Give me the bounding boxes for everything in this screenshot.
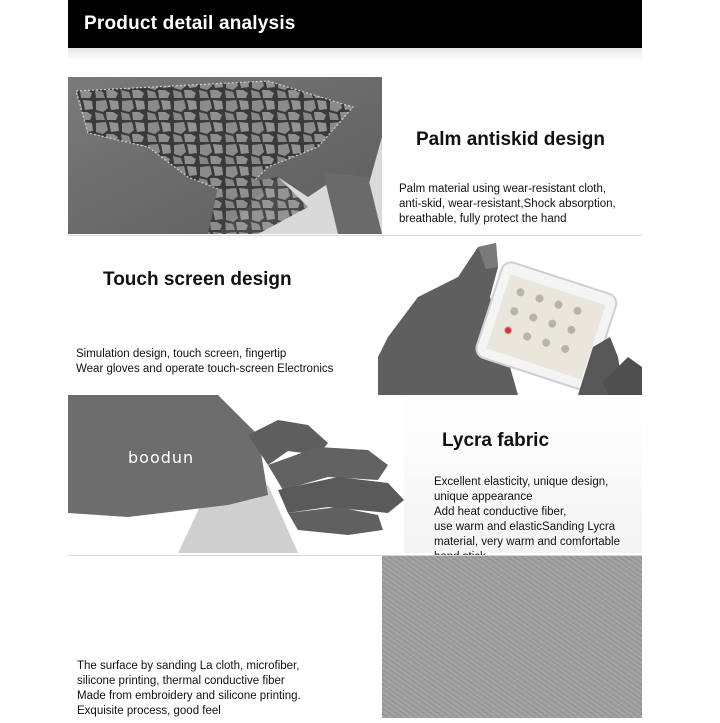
section-fabric-surface [68,556,642,718]
palm-antiskid-title: Palm antiskid design [416,129,605,150]
palm-antiskid-description: Palm material using wear-resistant cloth, anti-skid, wear-resistant,Shock absorption, breathable, fully protect the hand [399,183,616,225]
lycra-fabric-title: Lycra fabric [442,430,550,451]
touch-screen-description: Simulation design, touch screen, fingertip Wear gloves and operate touch-screen Electronics [76,348,334,375]
touch-screen-photo [378,237,642,395]
fabric-texture-photo [382,556,642,718]
lycra-fabric-description: Excellent elasticity, unique design, unique appearance Add heat conductive fiber, use warm and elasticSanding Lycra material, very warm and comfortable [434,476,620,548]
section-touch-screen [68,237,642,395]
section-divider [68,235,642,236]
section-palm-antiskid [68,77,642,234]
page-header [68,0,642,48]
palm-grip-photo [68,77,382,234]
section-lycra-fabric [68,395,642,553]
touch-screen-title: Touch screen design [103,269,292,290]
fabric-surface-description: The surface by sanding La cloth, microfiber, silicone printing, thermal conductive fiber Made from embroidery and silicone printing. Exquisite process, good feel [77,660,301,717]
lycra-glove-photo [68,395,404,553]
header-shadow [68,48,642,60]
page-title: Product detail analysis [84,13,296,34]
brand-logo: boodun [128,448,195,467]
